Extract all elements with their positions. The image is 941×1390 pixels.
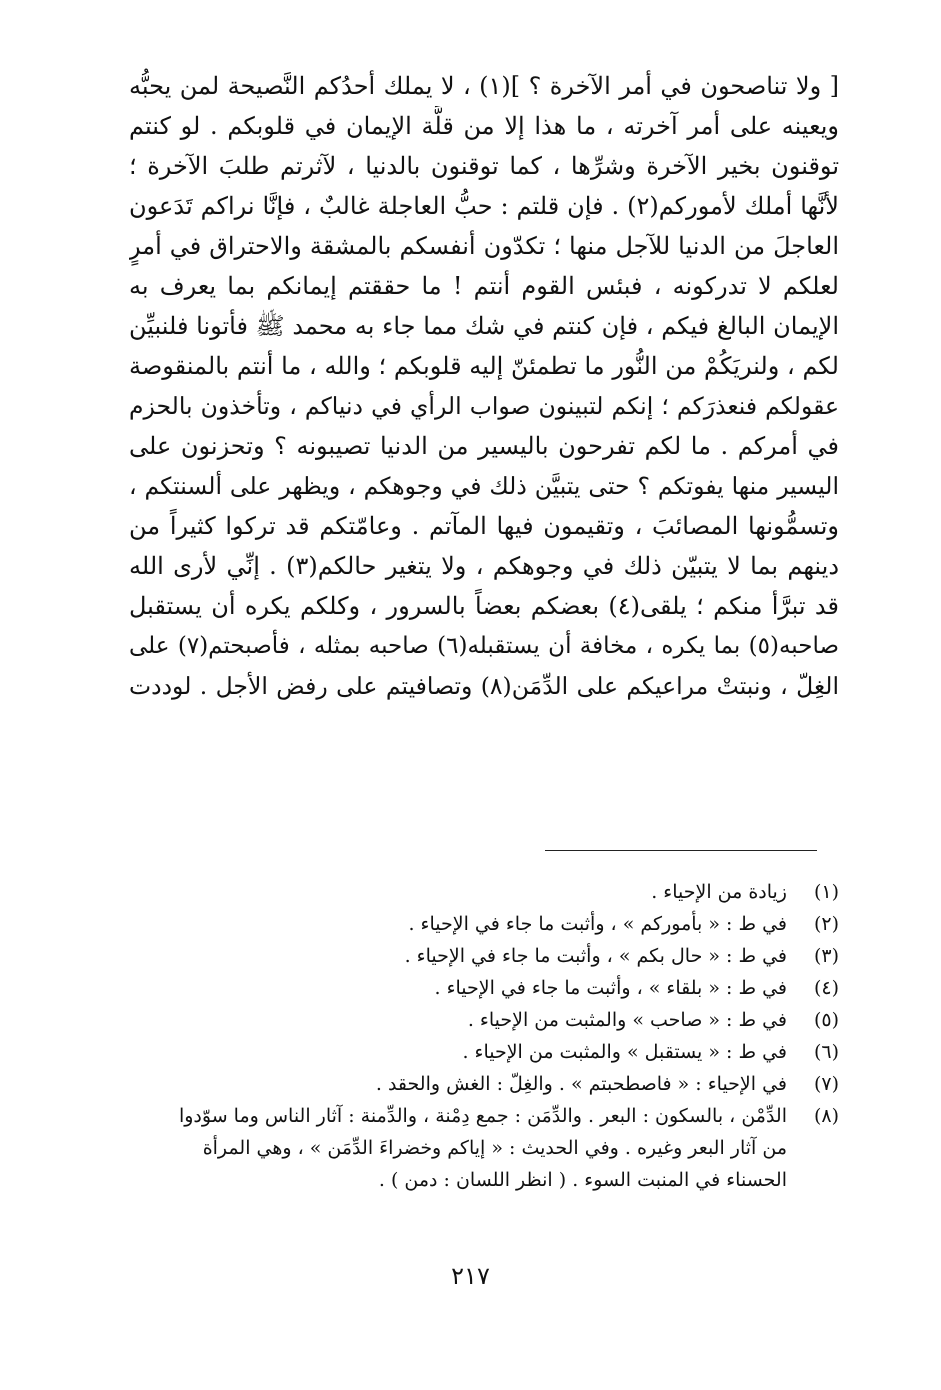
text-line: الغِلّ ، ونبتتْ مراعيكم على الدِّمَن(٨) وتصافيتم على رفض الأجل . لوددت [129,672,839,700]
text-line: [ ولا تناصحون في أمر الآخرة ؟ ](١) ، لا يملك أحدُكم النَّصيحة لمن يحبُّه [129,72,839,100]
text-line: ويعينه على أمر آخرته ، ما هذا إلا من قلَّة الإيمان في قلوبكم . لو كنتم [129,112,839,140]
text-line: توقنون بخير الآخرة وشرِّها ، كما توقنون بالدنيا ، لآثرتم طلبَ الآخرة ؛ [129,152,839,180]
footnote-number: (٢) [813,913,839,935]
footnote-line: الحسناء في المنبت السوء . ( انظر اللسان : دمن ) . [378,1169,787,1191]
footnote-number: (٧) [813,1073,839,1095]
text-line: صاحبه(٥) بما يكره ، مخافة أن يستقبله(٦) صاحبه بمثله ، فأصبحتم(٧) على [129,633,839,659]
footnote-item [129,972,839,1004]
footnote-item [129,1068,839,1100]
footnote-item [129,940,839,972]
footnote-number: (١) [813,881,839,903]
footnote-line: في ط : « يستقبل » والمثبت من الإحياء . [462,1041,787,1063]
footnote-item [129,1036,839,1068]
footnote-line: في ط : « صاحب » والمثبت من الإحياء . [467,1009,787,1031]
footnote-number: (٥) [813,1009,839,1031]
text-line: قد تبرَّأ منكم ؛ يلقى(٤) بعضكم بعضاً بالسرور ، وكلكم يكره أن يستقبل [129,592,839,620]
footnote-text [129,1004,787,1036]
text-line: لأنَّها أملك لأموركم(٢) . فإن قلتم : حبُّ العاجلة غالبٌ ، فإنَّا نراكم تَدَعون [129,192,839,220]
text-line: العاجلَ من الدنيا للآجل منها ؛ تكدّون أنفسكم بالمشقة والاحتراق في أمرٍ [129,232,839,260]
footnote-item [129,1100,839,1196]
footnote-number: (٣) [813,945,839,967]
footnote-item [129,1004,839,1036]
main-text-block [129,66,839,706]
text-line: عقولكم فنعذرَكم ؛ إنكم لتبينون صواب الرأي في دنياكم ، وتأخذون بالحزم [129,392,839,420]
footnote-number: (٦) [813,1041,839,1063]
footnote-line: في ط : « بأموركم » ، وأثبت ما جاء في الإحياء . [408,913,787,935]
footnote-item [129,908,839,940]
footnote-text [129,908,787,940]
text-line: في أمركم . ما لكم تفرحون باليسير من الدنيا تصيبونه ؟ وتحزنون على [129,432,839,460]
footnote-number: (٤) [813,977,839,999]
footnotes-block [129,876,839,1196]
text-line: اليسير منها يفوتكم ؟ حتى يتبيَّن ذلك في وجوهكم ، ويظهر على ألسنتكم ، [129,472,839,500]
footnote-text [129,940,787,972]
footnote-item [129,876,839,908]
footnote-text [129,1036,787,1068]
text-line: الإيمان البالغ فيكم ، فإن كنتم في شك مما جاء به محمد ﷺ فأتونا فلنبيِّن [129,312,839,340]
footnote-line: من آثار البعر وغيره . وفي الحديث : « إياكم وخضراءَ الدِّمَن » ، وهي المرأة [202,1137,787,1159]
footnote-line: في ط : « حال بكم » ، وأثبت ما جاء في الإحياء . [404,945,787,967]
footnote-number: (٨) [813,1105,839,1127]
footnote-text [129,1068,787,1100]
text-line: وتسمُّونها المصائبَ ، وتقيمون فيها المآتم . وعامّتكم قد تركوا كثيراً من [129,512,839,540]
footnote-text [129,972,787,1004]
footnote-line: في الإحياء : « فاصطحبتم » . والغِلّ : الغش والحقد . [375,1073,787,1095]
text-line: لعلكم لا تدركونه ، فبئس القوم أنتم ! ما حققتم إيمانكم بما يعرف به [129,272,839,300]
footnote-line: زيادة من الإحياء . [651,881,787,903]
footnote-divider [545,850,817,851]
footnote-text [129,876,787,908]
page-number: ٢١٧ [451,1262,490,1290]
footnote-line: في ط : « بلقاء » ، وأثبت ما جاء في الإحياء . [434,977,787,999]
text-line: لكم ، ولنريَكُمْ من النُّور ما تطمئنّ إليه قلوبكم ؛ والله ، ما أنتم بالمنقوصة [129,352,839,380]
text-line: دينهم بما لا يتبيّن ذلك في وجوهكم ، ولا يتغير حالكم(٣) . إنِّي لأرى الله [129,552,839,580]
footnote-line: الدِّمْن ، بالسكون : البعر . والدِّمَن : جمع دِمْنة ، والدِّمنة : آثار الناس وما سوّدوا [178,1105,787,1127]
footnote-text [129,1100,787,1196]
